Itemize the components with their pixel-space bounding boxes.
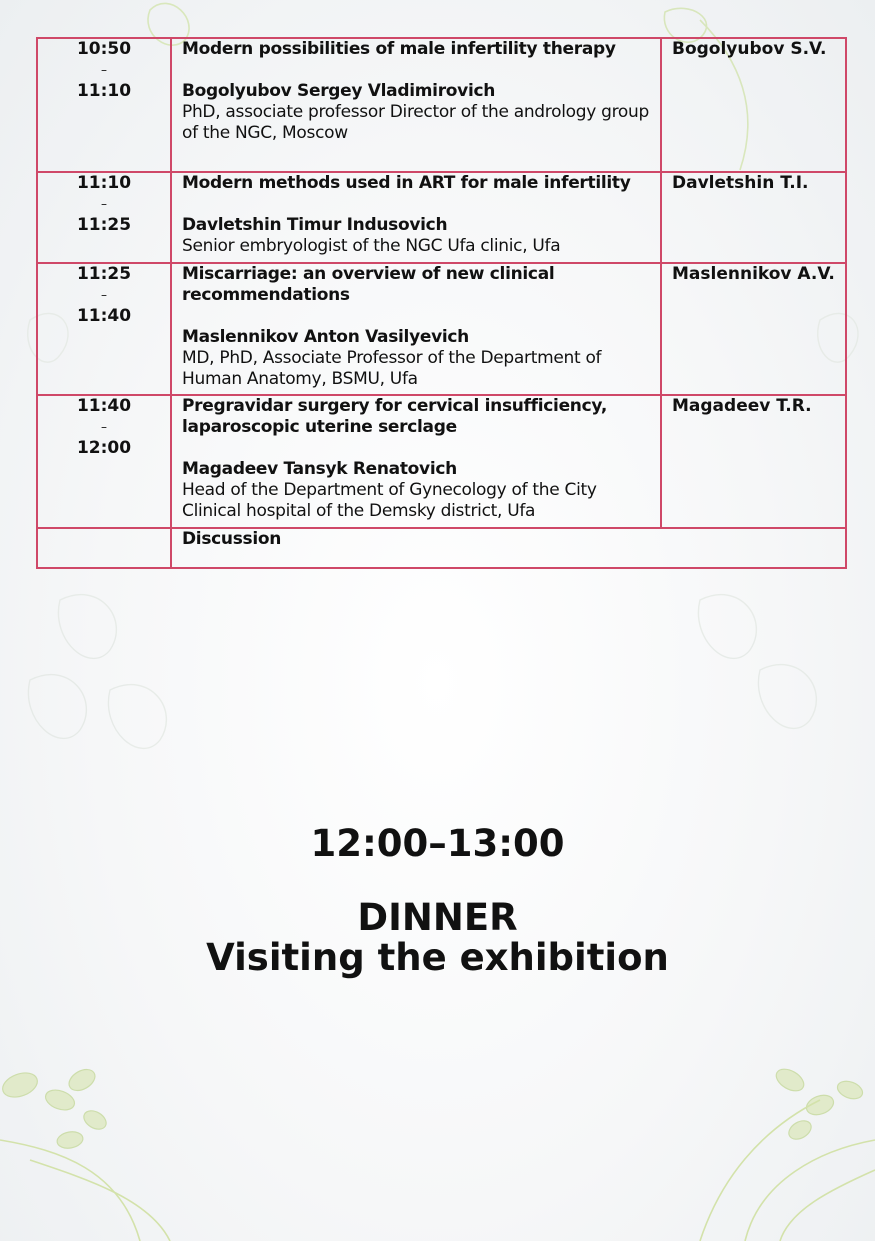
- talk-title: Miscarriage: an overview of new clinical recommendations: [182, 264, 555, 305]
- time-end: 11:10: [76, 81, 132, 101]
- talk-title: Modern possibilities of male infertility therapy: [182, 39, 616, 59]
- talk-title: Pregravidar surgery for cervical insufficiency, laparoscopic uterine serclage: [182, 396, 608, 437]
- talk-title: Modern methods used in ART for male infertility: [182, 173, 631, 193]
- speaker-name: Bogolyubov Sergey Vladimirovich: [182, 81, 496, 101]
- moderator-cell: Magadeev T.R.: [661, 395, 846, 528]
- speaker-name: Davletshin Timur Indusovich: [182, 215, 448, 235]
- time-separator: –: [101, 63, 107, 77]
- time-end: 12:00: [76, 438, 132, 458]
- speaker-role: Head of the Department of Gynecology of the City Clinical hospital of the Demsky district, Ufa: [182, 480, 597, 521]
- table-row: [37, 395, 846, 528]
- topic-cell: [171, 38, 661, 172]
- time-start: 10:50: [76, 39, 132, 59]
- break-title: DINNER: [357, 896, 518, 939]
- time-separator: –: [101, 288, 107, 302]
- time-start: 11:25: [76, 264, 132, 284]
- speaker-role: PhD, associate professor Director of the andrology group of the NGC, Moscow: [182, 102, 649, 143]
- time-cell: [37, 528, 171, 568]
- topic-cell: [171, 263, 661, 395]
- time-cell: [37, 395, 171, 528]
- table-row: [37, 263, 846, 395]
- discussion-cell: [171, 528, 846, 568]
- break-time: 12:00–13:00: [310, 822, 565, 865]
- topic-cell: [171, 395, 661, 528]
- time-end: 11:40: [76, 306, 132, 326]
- time-cell: [37, 38, 171, 172]
- moderator-cell: Bogolyubov S.V.: [661, 38, 846, 172]
- speaker-role: Senior embryologist of the NGC Ufa clinic, Ufa: [182, 236, 561, 256]
- time-start: 11:40: [76, 396, 132, 416]
- break-subtitle: Visiting the exhibition: [206, 936, 669, 979]
- moderator-cell: Davletshin T.I.: [661, 172, 846, 263]
- speaker-role: MD, PhD, Associate Professor of the Department of Human Anatomy, BSMU, Ufa: [182, 348, 602, 389]
- time-start: 11:10: [76, 173, 132, 193]
- moderator-cell: Maslennikov A.V.: [661, 263, 846, 395]
- discussion-label: Discussion: [182, 529, 282, 549]
- speaker-name: Maslennikov Anton Vasilyevich: [182, 327, 469, 347]
- time-separator: –: [101, 197, 107, 211]
- speaker-name: Magadeev Tansyk Renatovich: [182, 459, 457, 479]
- table-row: [37, 172, 846, 263]
- program-table: [36, 37, 847, 569]
- time-cell: [37, 263, 171, 395]
- time-end: 11:25: [76, 215, 132, 235]
- time-separator: –: [101, 420, 107, 434]
- time-cell: [37, 172, 171, 263]
- topic-cell: [171, 172, 661, 263]
- table-row: [37, 528, 846, 568]
- table-row: [37, 38, 846, 172]
